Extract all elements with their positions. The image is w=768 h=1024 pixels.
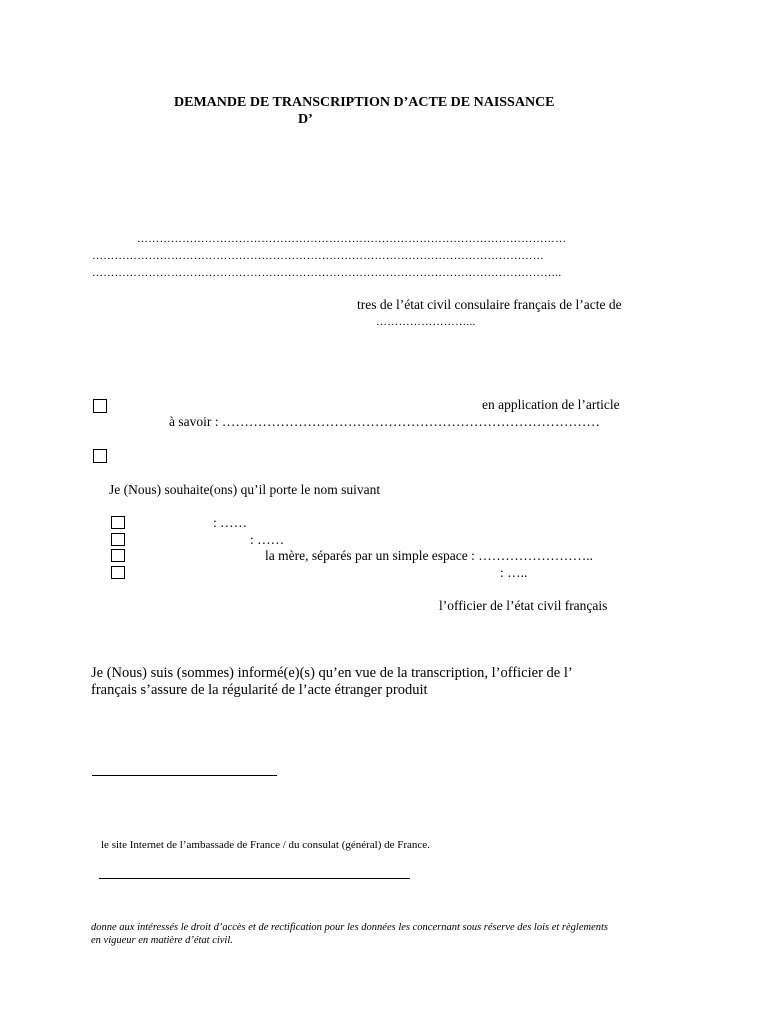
informe-line-2: français s’assure de la régularité de l’acte étranger produit: [91, 682, 428, 698]
legal-note-line-2: en vigueur en matière d’état civil.: [91, 935, 233, 946]
name-option-2-text: : ……: [250, 532, 285, 547]
officier-text: l’officier de l’état civil français: [439, 598, 608, 613]
application-article-text: en application de l’article: [482, 397, 620, 412]
document-title-line2: D’: [298, 112, 313, 127]
footer-separator: [99, 878, 410, 879]
legal-note-line-1: donne aux intéressés le droit d’accès et de rectification pour les données les concernant sous réserve des lois et règlements: [91, 922, 609, 933]
registres-text: tres de l’état civil consulaire français de l’acte de: [357, 297, 622, 312]
dotted-line-3: ……………………………………………………………………………………………………………..: [92, 267, 562, 279]
name-option-checkbox-3[interactable]: [111, 549, 125, 562]
option-checkbox-2[interactable]: [93, 449, 107, 463]
registres-dots: ……………………...: [376, 316, 476, 328]
document-title: DEMANDE DE TRANSCRIPTION D’ACTE DE NAISSANCE: [174, 95, 555, 110]
name-option-checkbox-1[interactable]: [111, 516, 125, 529]
name-option-4-text: : …..: [500, 565, 528, 580]
option-checkbox-1[interactable]: [93, 399, 107, 413]
name-option-1-text: : ……: [213, 515, 248, 530]
footnote-separator: [92, 775, 277, 776]
name-option-checkbox-4[interactable]: [111, 566, 125, 579]
dotted-line-1: ……………………………………………………………………………………………………: [137, 233, 567, 245]
dotted-line-2: …………………………………………………………………………………………………………: [92, 250, 544, 262]
informe-line-1: Je (Nous) suis (sommes) informé(e)(s) qu’en vue de la transcription, l’officier de l’: [91, 665, 573, 681]
name-option-checkbox-2[interactable]: [111, 533, 125, 546]
site-internet-note: le site Internet de l’ambassade de France / du consulat (général) de France.: [101, 839, 430, 851]
a-savoir-text: à savoir : …………………………………………………………………………: [169, 414, 600, 429]
name-option-3-text: la mère, séparés par un simple espace : ……………………..: [265, 548, 594, 563]
nom-suivant-text: Je (Nous) souhaite(ons) qu’il porte le nom suivant: [109, 482, 381, 497]
